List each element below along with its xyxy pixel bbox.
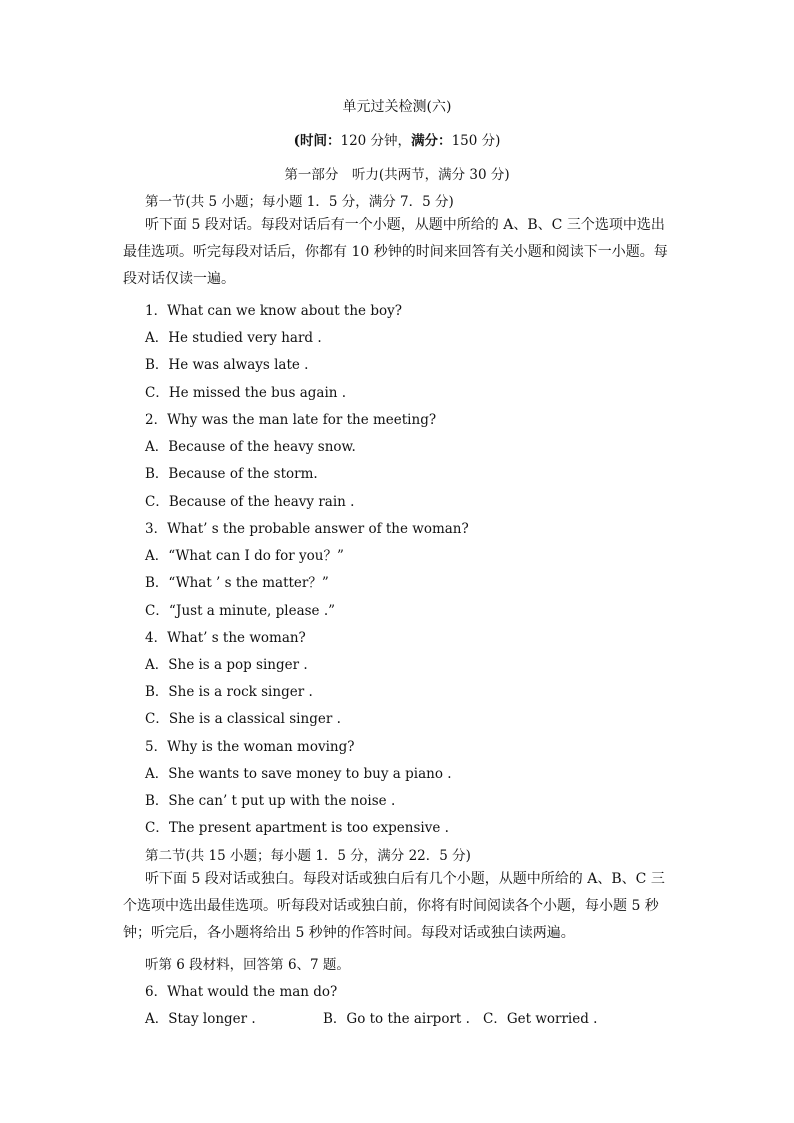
q2-option-b: B．Because of the storm. bbox=[145, 466, 318, 482]
question-5: 5．Why is the woman moving? bbox=[145, 739, 355, 755]
q2-option-c: C．Because of the heavy rain . bbox=[145, 494, 355, 510]
q6-option-c: C．Get worried . bbox=[483, 1011, 598, 1027]
section1-instructions: 听下面 5 段对话。每段对话后有一个小题，从题中所给的 A、B、C 三个选项中选出最佳选项。听完每段对话后，你都有 10 秒钟的时间来回答有关小题和阅读下一小题。每段对话仅读一遍。 bbox=[123, 217, 668, 287]
q4-option-c: C．She is a classical singer . bbox=[145, 711, 341, 727]
q3-option-a: A．“What can I do for you？” bbox=[145, 548, 344, 564]
q5-option-b: B．She can’ t put up with the noise . bbox=[145, 793, 396, 809]
q1-option-a: A．He studied very hard . bbox=[145, 330, 322, 346]
part-title: 第一部分 听力(共两节，满分 30 分) bbox=[284, 167, 510, 183]
q1-option-b: B．He was always late . bbox=[145, 357, 309, 373]
exam-info bbox=[0, 129, 794, 149]
q6-option-a: A．Stay longer . bbox=[145, 1011, 256, 1027]
question-4: 4．What’ s the woman? bbox=[145, 630, 306, 646]
material-note: 听第 6 段材料，回答第 6、7 题。 bbox=[145, 957, 350, 973]
q4-option-a: A．She is a pop singer . bbox=[145, 657, 308, 673]
section1-heading: 第一节(共 5 小题；每小题 1．5 分，满分 7．5 分) bbox=[145, 194, 454, 210]
time-label: (时间： bbox=[293, 133, 341, 149]
question-1: 1．What can we know about the boy? bbox=[145, 303, 402, 319]
q4-option-b: B．She is a rock singer . bbox=[145, 684, 313, 700]
q3-option-b: B．“What ’ s the matter？” bbox=[145, 575, 329, 591]
q5-option-a: A．She wants to save money to buy a piano . bbox=[145, 766, 452, 782]
q6-option-b: B．Go to the airport . bbox=[323, 1011, 470, 1027]
q1-option-c: C．He missed the bus again . bbox=[145, 385, 347, 401]
section2-instructions: 听下面 5 段对话或独白。每段对话或独白后有几个小题，从题中所给的 A、B、C 三个选项中选出最佳选项。听每段对话或独白前，你将有时间阅读各个小题，每小题 5 秒钟；听完后，各小题将给出 5 秒钟的作答时间。每段对话或独白读两遍。 bbox=[123, 871, 665, 941]
section2-heading: 第二节(共 15 小题；每小题 1．5 分，满分 22．5 分) bbox=[145, 848, 471, 864]
q3-option-c: C．“Just a minute, please .” bbox=[145, 603, 336, 619]
q5-option-c: C．The present apartment is too expensive . bbox=[145, 820, 449, 836]
score-value: 150 分) bbox=[451, 133, 501, 149]
score-label: 满分： bbox=[411, 133, 452, 149]
q2-option-a: A．Because of the heavy snow. bbox=[145, 439, 356, 455]
time-value: 120 分钟， bbox=[340, 133, 412, 149]
question-3: 3．What’ s the probable answer of the woman? bbox=[145, 521, 469, 537]
question-6: 6．What would the man do? bbox=[145, 984, 338, 1000]
question-2: 2．Why was the man late for the meeting? bbox=[145, 412, 437, 428]
document-title: 单元过关检测(六) bbox=[342, 99, 452, 115]
